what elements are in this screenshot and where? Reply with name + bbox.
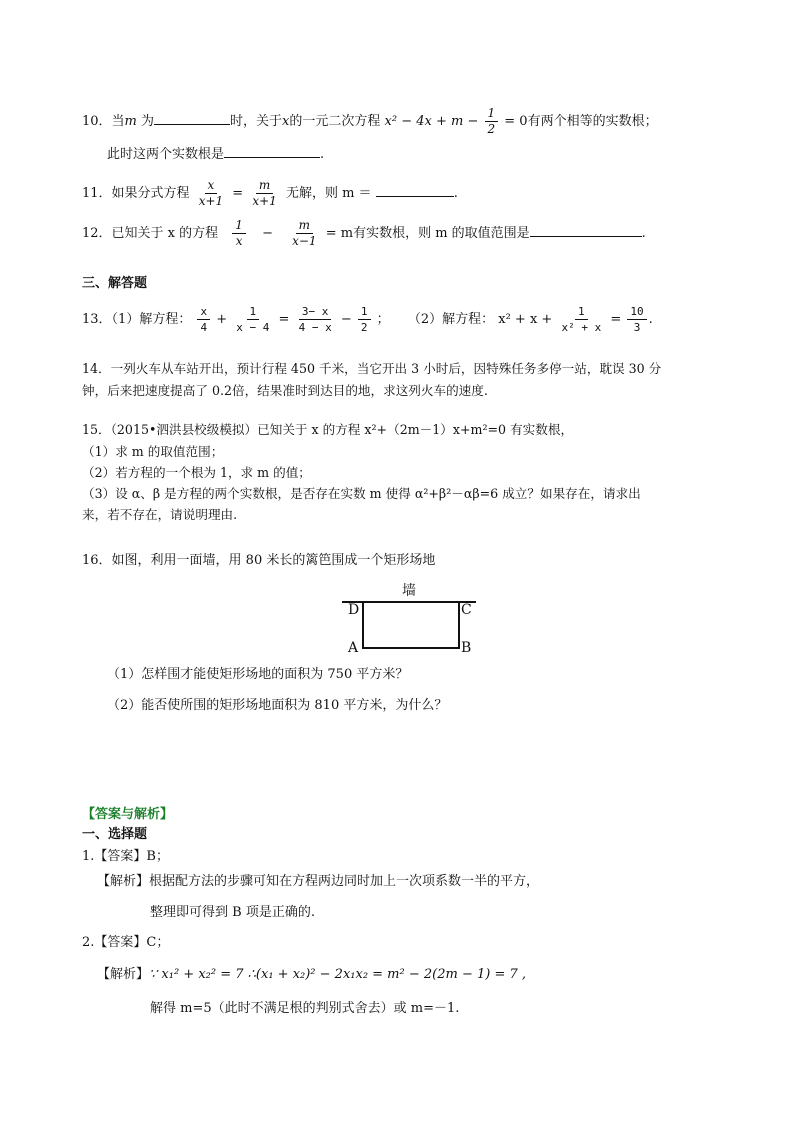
q10-var-x: x bbox=[282, 114, 290, 129]
q10-text3: 的一元二次方程 bbox=[289, 114, 381, 129]
q10-half-den: 2 bbox=[487, 122, 496, 136]
answers-section-1: 一、选择题 bbox=[82, 827, 148, 842]
q10-blank[interactable] bbox=[154, 112, 230, 125]
q13-f-num: 10 bbox=[627, 304, 646, 320]
q10-half-num: 1 bbox=[485, 106, 499, 122]
question-15-line4: （3）设 α、β 是方程的两个实数根，是否存在实数 m 使得 α²+β²－αβ=6 成立？如果存在，请求出 bbox=[82, 486, 641, 501]
section-heading-3: 三、解答题 bbox=[82, 276, 148, 291]
answer-2-explanation-2: 解得 m=5（此时不满足根的判别式舍去）或 m=－1. bbox=[150, 1001, 460, 1016]
q11-label: 11．如果分式方程 bbox=[82, 186, 190, 201]
q11-f2-den: x+1 bbox=[252, 194, 277, 208]
q11-fraction-1 bbox=[196, 178, 226, 209]
q11-text: 无解，则 m ＝ bbox=[285, 186, 372, 201]
question-10 bbox=[82, 106, 658, 137]
q13-eq2: = bbox=[610, 312, 622, 327]
vertex-C: C bbox=[461, 602, 472, 618]
q11-blank[interactable] bbox=[376, 184, 454, 197]
q12-f1-num: 1 bbox=[232, 218, 246, 234]
question-14-line1: 14．一列火车从车站开出，预计行程 450 千米，当它开出 3 小时后，因特殊任务多停一站，耽误 30 分 bbox=[82, 361, 662, 376]
answer-1-explanation-2: 整理即可得到 B 项是正确的. bbox=[150, 905, 315, 920]
question-16-sub1: （1）怎样围才能使矩形场地的面积为 750 平方米？ bbox=[107, 667, 409, 682]
answer-2-explanation-1 bbox=[97, 966, 526, 984]
q13-b-den: x − 4 bbox=[236, 321, 270, 334]
q13-p2-expr: x² + x + bbox=[498, 312, 553, 327]
q12-f2-den: x−1 bbox=[292, 234, 317, 248]
q13-frac-a bbox=[197, 304, 210, 335]
q11-f1-den: x+1 bbox=[198, 194, 224, 208]
q10-roots-blank[interactable] bbox=[224, 145, 320, 158]
question-15-line3: （2）若方程的一个根为 1，求 m 的值； bbox=[82, 465, 311, 480]
q13-semicolon: ； bbox=[376, 312, 390, 327]
question-15-line2: （1）求 m 的取值范围； bbox=[82, 444, 224, 459]
q10-line2-end: . bbox=[320, 147, 325, 162]
question-12 bbox=[82, 218, 646, 249]
question-10-line2 bbox=[107, 145, 324, 164]
q10-label: 10．当 bbox=[82, 114, 125, 129]
q11-end: . bbox=[453, 186, 458, 201]
answer-2-formula: ∵ x₁² + x₂² = 7 ∴(x₁ + x₂)² − 2x₁x₂ = m² − 2(2m − 1) = 7 , bbox=[149, 967, 527, 982]
q10-text2: 时，关于 bbox=[230, 114, 283, 129]
answers-title: 【答案与解析】 bbox=[82, 807, 174, 822]
q12-blank[interactable] bbox=[530, 224, 642, 237]
q10-var-m: m bbox=[124, 114, 137, 129]
q11-eq: = bbox=[232, 186, 244, 201]
rectangle-field bbox=[363, 602, 459, 648]
answer-2-prefix: 【解析】 bbox=[97, 967, 150, 982]
question-13 bbox=[82, 304, 653, 335]
vertex-A: A bbox=[348, 640, 359, 656]
q13-frac-e bbox=[558, 304, 604, 335]
q11-fraction-2 bbox=[249, 178, 279, 209]
q12-f1-den: x bbox=[235, 234, 243, 248]
question-16-line1: 16．如图，利用一面墙，用 80 米长的篱笆围成一个矩形场地 bbox=[82, 553, 436, 568]
q13-frac-f bbox=[627, 304, 646, 335]
question-15-line5: 来，若不存在，请说明理由. bbox=[82, 507, 238, 522]
q11-f2-num: m bbox=[256, 178, 273, 194]
q13-e-num: 1 bbox=[575, 304, 588, 320]
q13-a-num: x bbox=[197, 304, 210, 320]
vertex-D: D bbox=[348, 602, 360, 618]
q13-end: . bbox=[648, 312, 653, 327]
q12-label: 12．已知关于 x 的方程 bbox=[82, 226, 219, 241]
q13-f-den: 3 bbox=[633, 321, 641, 334]
q13-e-den: x² + x bbox=[561, 321, 602, 334]
q13-eq: = bbox=[278, 312, 290, 327]
q13-b-num: 1 bbox=[247, 304, 260, 320]
q10-text1: 为 bbox=[141, 114, 155, 129]
wall-label: 墙 bbox=[402, 583, 416, 599]
vertex-B: B bbox=[461, 640, 472, 656]
q10-equation-rhs: = 0 bbox=[504, 114, 528, 129]
question-16-sub2: （2）能否使所围的矩形场地面积为 810 平方米，为什么？ bbox=[107, 698, 448, 713]
q12-minus: − bbox=[262, 226, 273, 241]
q13-part2: （2）解方程： bbox=[407, 312, 495, 327]
question-14-line2: 钟，后来把速度提高了 0.2倍，结果准时到达目的地，求这列火车的速度. bbox=[82, 383, 488, 398]
question-11 bbox=[82, 178, 458, 209]
q13-d-den: 2 bbox=[360, 321, 368, 334]
q13-frac-b bbox=[233, 304, 272, 335]
q12-f2-num: m bbox=[296, 218, 313, 234]
q13-frac-d bbox=[358, 304, 371, 335]
q12-end: . bbox=[641, 226, 646, 241]
q10-text4: 有两个相等的实数根； bbox=[527, 114, 658, 129]
q13-d-num: 1 bbox=[358, 304, 371, 320]
rectangle-figure bbox=[342, 580, 482, 660]
q13-c-den: 4 − x bbox=[298, 321, 332, 334]
answer-2-label: 2.【答案】C； bbox=[82, 935, 170, 950]
answer-1-label: 1.【答案】B； bbox=[82, 849, 169, 864]
answer-1-explanation-1: 【解析】根据配方法的步骤可知在方程两边同时加上一次项系数一半的平方， bbox=[97, 874, 540, 889]
q11-f1-num: x bbox=[205, 178, 218, 194]
q13-minus: − bbox=[340, 312, 352, 327]
q13-plus: + bbox=[216, 312, 228, 327]
question-15-line1: 15．（2015•泗洪县校级模拟）已知关于 x 的方程 x²+（2m－1）x+m²=0 有实数根， bbox=[82, 422, 574, 437]
q10-line2: 此时这两个实数根是 bbox=[107, 147, 225, 162]
q12-fraction-2 bbox=[289, 218, 319, 249]
q13-c-num: 3− x bbox=[299, 304, 332, 320]
q13-a-den: 4 bbox=[200, 321, 208, 334]
q10-equation-lhs: x² − 4x + m − bbox=[384, 114, 479, 129]
q12-fraction-1 bbox=[232, 218, 246, 249]
q13-frac-c bbox=[296, 304, 335, 335]
q13-label: 13．（1）解方程： bbox=[82, 312, 192, 327]
q12-text: = m有实数根，则 m 的取值范围是 bbox=[325, 226, 530, 241]
q10-fraction-half bbox=[485, 106, 499, 137]
